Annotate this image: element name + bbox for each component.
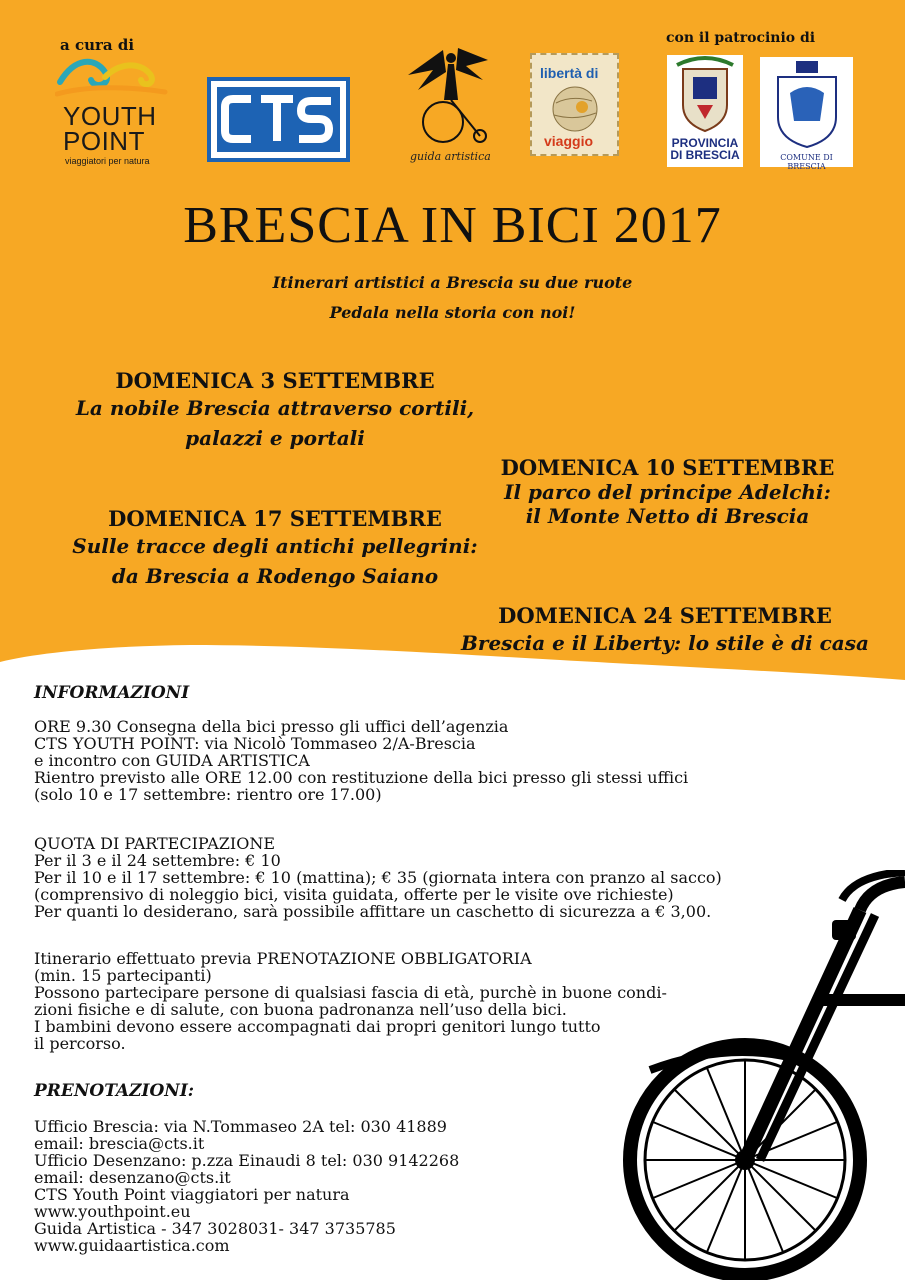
page-title: BRESCIA IN BICI 2017 (183, 197, 722, 254)
comune-caption: COMUNE DI BRESCIA (780, 153, 833, 171)
event-date: DOMENICA 24 SETTEMBRE (498, 603, 832, 628)
event-line: La nobile Brescia attraverso cortili, (75, 396, 475, 420)
contact-line: Ufficio Brescia: via N.Tommaseo 2A tel: 030 41889 (34, 1117, 447, 1136)
info-line: Rientro previsto alle ORE 12.00 con restituzione della bici presso gli stessi uffici (34, 768, 689, 787)
rules-line: il percorso. (34, 1034, 126, 1053)
liberta-top-text: libertà di (540, 65, 599, 81)
rules-line: (min. 15 partecipanti) (34, 966, 212, 985)
cts-letters-icon (211, 81, 346, 158)
contact-line: Guida Artistica - 347 3028031- 347 3735785 (34, 1219, 396, 1238)
event-10-settembre (470, 455, 865, 528)
curated-by-label: a cura di (60, 36, 135, 54)
info-line: e incontro con GUIDA ARTISTICA (34, 751, 310, 770)
booking-rules-section (34, 950, 667, 1052)
patronage-label: con il patrocinio di (666, 30, 816, 46)
cts-logo (207, 77, 350, 162)
event-line: Brescia e il Liberty: lo stile è di casa (461, 631, 869, 655)
event-line: il Monte Netto di Brescia (525, 504, 810, 528)
guida-artistica-caption: guida artistica (410, 150, 491, 163)
prenotazioni-heading: PRENOTAZIONI: (34, 1081, 195, 1101)
event-date: DOMENICA 10 SETTEMBRE (500, 455, 835, 480)
youth-point-logo (55, 52, 175, 168)
prenotazioni-section (34, 1083, 459, 1254)
subtitle-itinerari: Itinerari artistici a Brescia su due ruote (272, 273, 633, 292)
event-line: Il parco del principe Adelchi: (504, 480, 831, 504)
youth-point-subtitle: viaggiatori per natura (65, 156, 150, 166)
quota-heading: QUOTA DI PARTECIPAZIONE (34, 834, 276, 853)
quota-line: Per quanti lo desiderano, sarà possibile affittare un caschetto di sicurezza a € 3,00. (34, 902, 712, 921)
info-heading: INFORMAZIONI (34, 683, 190, 703)
contact-line: CTS Youth Point viaggiatori per natura (34, 1185, 350, 1204)
event-24-settembre (450, 603, 880, 658)
globe-icon (542, 85, 608, 133)
rules-line: Itinerario effettuato previa PRENOTAZIONE OBBLIGATORIA (34, 949, 532, 968)
city-crest-icon (760, 57, 853, 153)
contact-line: email: brescia@cts.it (34, 1134, 205, 1153)
guida-artistica-logo (388, 40, 518, 170)
info-line: (solo 10 e 17 settembre: rientro ore 17.00) (34, 785, 382, 804)
info-line: CTS YOUTH POINT: via Nicolò Tommaseo 2/A-Brescia (34, 734, 476, 753)
liberta-bottom-text: viaggio (544, 133, 594, 149)
provincia-di-brescia-logo (667, 55, 743, 167)
youth-point-title: YOUTH POINT (63, 101, 157, 156)
event-3-settembre (60, 368, 490, 453)
province-crest-icon (667, 55, 743, 135)
info-section (34, 685, 688, 803)
quota-line: Per il 3 e il 24 settembre: € 10 (34, 851, 281, 870)
liberta-di-viaggio-logo (530, 53, 619, 156)
rules-line: Possono partecipare persone di qualsiasi fascia di età, purchè in buone condi- (34, 983, 667, 1002)
event-line: palazzi e portali (185, 426, 365, 450)
rules-line: I bambini devono essere accompagnati dai propri genitori lungo tutto (34, 1017, 601, 1036)
contact-line: Ufficio Desenzano: p.zza Einaudi 8 tel: 030 9142268 (34, 1151, 460, 1170)
provincia-caption: PROVINCIA DI BRESCIA (670, 136, 740, 162)
quota-line: (comprensivo di noleggio bici, visita guidata, offerte per le visite ove richieste) (34, 885, 674, 904)
contact-line: www.youthpoint.eu (34, 1202, 191, 1221)
event-17-settembre (55, 506, 495, 591)
rules-line: zioni fisiche e di salute, con buona padronanza nell’uso della bici. (34, 1000, 567, 1019)
comune-di-brescia-logo (760, 57, 853, 171)
event-date: DOMENICA 17 SETTEMBRE (108, 506, 442, 531)
quota-line: Per il 10 e il 17 settembre: € 10 (mattina); € 35 (giornata intera con pranzo al sacco) (34, 868, 722, 887)
event-line: Sulle tracce degli antichi pellegrini: (72, 534, 478, 558)
event-date: DOMENICA 3 SETTEMBRE (115, 368, 435, 393)
info-line: ORE 9.30 Consegna della bici presso gli uffici dell’agenzia (34, 717, 509, 736)
contact-line: email: desenzano@cts.it (34, 1168, 231, 1187)
subtitle-pedala: Pedala nella storia con noi! (329, 303, 576, 322)
swirl-icon (55, 52, 175, 102)
angel-bicycle-icon (388, 40, 518, 150)
bicycle-icon (610, 870, 905, 1280)
contact-line: www.guidaartistica.com (34, 1236, 230, 1255)
event-line: da Brescia a Rodengo Saiano (111, 564, 439, 588)
